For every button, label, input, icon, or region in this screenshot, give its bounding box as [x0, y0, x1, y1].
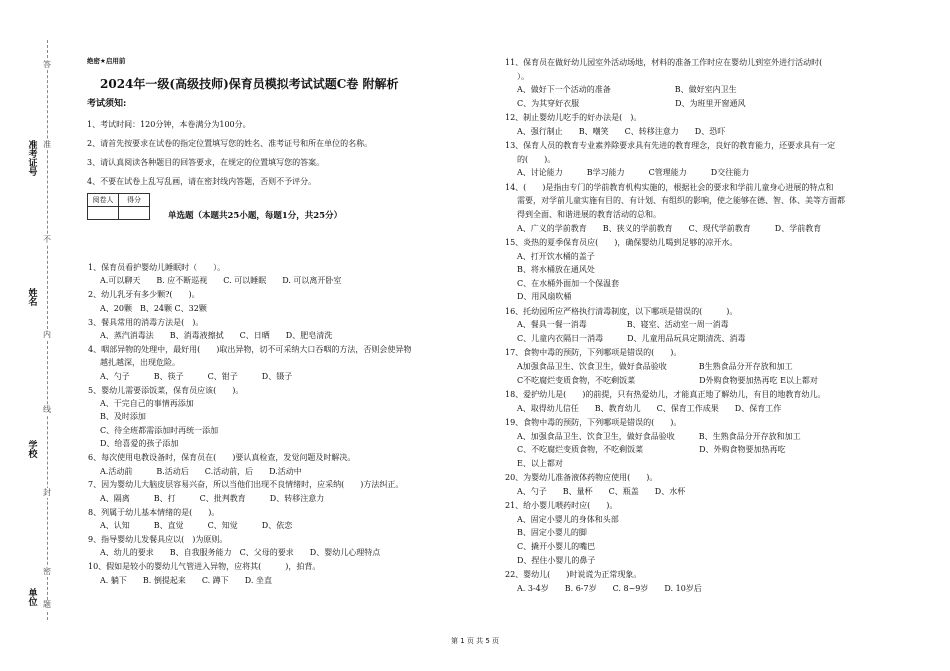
- notice-item: 2、请首先按要求在试卷的指定位置填写您的姓名、准考证号和所在单位的名称。: [87, 139, 373, 148]
- question-option: A、勺子 B、筷子 C、钳子 D、镊子: [100, 371, 293, 381]
- question-option: A. 躺下 B. 倒提起来 C. 蹲下 D. 坐直: [100, 575, 272, 585]
- question-option: D、捏住小婴儿的鼻子: [517, 555, 596, 565]
- seal-mark: 密: [40, 567, 54, 577]
- question-option: A、广义的学前教育 B、狭义的学前教育 C、现代学前教育 D、学前教育: [517, 223, 822, 233]
- question-stem: 20、为婴幼儿准备液体药物应使用( )。: [505, 473, 658, 483]
- question-option: A、认知 B、直觉 C、知觉 D、依恋: [100, 521, 293, 531]
- seal-mark: 内: [40, 330, 54, 340]
- question-option: A、幼儿的要求 B、自我服务能力 C、父母的要求 D、婴幼儿心理特点: [100, 548, 381, 558]
- seal-mark: 不: [40, 235, 54, 245]
- question-option: C不吃腐烂变质食物，不吃剩饭菜 D外购食物要加热再吃 E以上都对: [517, 375, 818, 385]
- question-option: C、撬开小婴儿的嘴巴: [517, 542, 596, 551]
- notice-item: 1、考试时间：120分钟，本卷满分为100分。: [87, 120, 251, 129]
- question-option: 需要，对学前儿童实施有目的、有计划、有组织的影响，使之能够在德、智、体、美等方面都: [517, 196, 845, 206]
- question-option: A、强行制止 B、嘲笑 C、转移注意力 D、恐吓: [517, 126, 726, 136]
- binding-field-label: 准考证号: [26, 140, 37, 176]
- question-stem: 10、假如是较小的婴幼儿气管进入异物，应将其( )，拍背。: [88, 562, 321, 572]
- seal-mark: 准: [40, 140, 54, 150]
- question-option: A.活动前 B.活动后 C.活动前，后 D.活动中: [100, 466, 302, 476]
- score-table: [87, 193, 150, 220]
- question-option: A、讨论能力 B学习能力 C管理能力 D交往能力: [517, 168, 750, 178]
- question-stem: 16、托幼园所应严格执行清毒制度，以下哪项是错误的( )。: [505, 306, 738, 316]
- question-option: A. 3-4岁 B. 6-7岁 C. 8~9岁 D. 10岁后: [517, 583, 702, 593]
- question-option: A.可以聊天 B. 应不断巡视 C. 可以睡眠 D. 可以离开卧室: [100, 276, 342, 286]
- question-option: A、20颗 B、24颗 C、32颗: [100, 303, 207, 313]
- page-footer: 第 1 页 共 5 页: [450, 637, 500, 645]
- question-stem: 8、列属于幼儿基本情绪的是( )。: [88, 507, 220, 517]
- question-option: C、不吃腐烂变质食物，不吃剩饭菜 D、外购食物要加热再吃: [517, 445, 786, 455]
- question-option: 得到全面、和谐进展的教育活动的总和。: [517, 210, 661, 219]
- question-stem: 5、婴幼儿需要添饭菜，保育员应该( )。: [88, 385, 244, 395]
- question-option: D、用风扇吹桶: [517, 292, 572, 302]
- binding-field-name: [22, 288, 40, 310]
- question-option: A、蒸汽消毒法 B、消毒液擦拭 C、日晒 D、肥皂清洗: [100, 331, 333, 340]
- question-stem: 1、保育员看护婴幼儿睡眠时（ ）。: [88, 263, 226, 272]
- question-option: E、以上都对: [517, 458, 563, 468]
- seal-mark: 题: [40, 600, 54, 610]
- secret-label: 绝密★启用前: [87, 57, 126, 65]
- question-stem: 13、保育人员的教育专业素养除要求具有先进的教育理念，良好的教育能力，还要求具有一定: [505, 141, 836, 151]
- notice-item: 3、请认真阅读各种题目的回答要求，在规定的位置填写您的答案。: [87, 158, 325, 167]
- question-option: A加强食品卫生、饮食卫生，做好食品验收 B生熟食品分开存放和加工: [517, 362, 793, 371]
- question-option: A、打开饮水桶的盖子: [517, 251, 595, 261]
- question-option: 的( )。: [517, 154, 556, 164]
- question-stem: 9、指导婴幼儿发餐具应以( )为原则。: [88, 535, 228, 544]
- question-option: A、餐具一餐一消毒 B、寝室、活动室一周一消毒: [517, 320, 729, 330]
- score-table-header: 得分: [119, 194, 150, 207]
- question-option: D、给喜爱的孩子添加: [100, 439, 179, 449]
- question-option: B、及时添加: [100, 412, 146, 422]
- question-option: A、做好下一个活动的准备 B、做好室内卫生: [517, 85, 737, 95]
- binding-field-label: 姓名: [26, 288, 37, 306]
- question-stem: 15、炎热的夏季保育员应( )，确保婴幼儿喝到足够的凉开水。: [505, 238, 738, 247]
- seal-mark: 封: [40, 488, 54, 498]
- score-table-cell[interactable]: [119, 207, 150, 220]
- question-stem: 22、婴幼儿( )时说谎为正常现象。: [505, 570, 642, 579]
- question-option: A、取得幼儿信任 B、教育幼儿 C、保育工作成果 D、保育工作: [517, 403, 782, 413]
- question-option: C、为其穿好衣服 D、为班里开窗通风: [517, 98, 746, 108]
- section-heading: 单选题（本题共25小题，每题1分，共25分）: [168, 211, 343, 221]
- question-option: B、固定小婴儿的脚: [517, 528, 587, 538]
- question-stem: 18、爱护幼儿是( )的前提，只有热爱幼儿，才能真正地了解幼儿，有目的地教育幼儿。: [505, 390, 826, 399]
- binding-field-school: [22, 440, 40, 462]
- question-option: A、隔离 B、打 C、批判教育 D、转移注意力: [100, 493, 325, 503]
- score-table-header: 阅卷人: [88, 194, 119, 207]
- question-stem: 3、餐具常用的消毒方法是( )。: [88, 317, 204, 327]
- question-option: C、待全班都需添加时再统一添加: [100, 425, 219, 435]
- seal-mark: 答: [40, 60, 54, 70]
- notice-item: 4、不要在试卷上乱写乱画，请在密封线内答题，否则不予评分。: [87, 177, 317, 186]
- binding-field-label: 学校: [26, 440, 37, 458]
- question-option: A、勺子 B、量杯 C、瓶盖 D、水杯: [517, 486, 686, 496]
- question-option: ）。: [517, 71, 529, 81]
- binding-field-label: 单位: [26, 588, 37, 606]
- seal-mark: 线: [40, 405, 54, 415]
- question-stem: 6、每次使用电教设备时，保育员在( )要认真检查，发觉问题及时解决。: [88, 453, 356, 463]
- question-stem: 11、保育员在做好幼儿园室外活动场地，材料的准备工作时应在婴幼儿到室外进行活动时(: [505, 58, 823, 67]
- question-option: C、在水桶外面加一个保温套: [517, 278, 620, 288]
- question-stem: 2、幼儿乳牙有多少颗?( )。: [88, 290, 200, 300]
- score-table-cell[interactable]: [88, 207, 119, 220]
- page-title: 2024年一级(高级技师)保育员模拟考试试题C卷 附解析: [100, 77, 399, 91]
- question-option: 越扎越深，出现危险。: [100, 358, 180, 368]
- question-stem: 12、制止婴幼儿吃手的好办法是( )。: [505, 113, 642, 123]
- question-stem: 17、食物中毒的预防，下列哪项是错误的( )。: [505, 348, 682, 358]
- question-option: B、将水桶放在通风处: [517, 265, 595, 275]
- question-option: A、加强食品卫生、饮食卫生，做好食品验收 B、生熟食品分开存放和加工: [517, 431, 801, 441]
- binding-field-unit: [22, 588, 40, 610]
- question-stem: 19、食物中毒的预防，下列哪项是错误的( )。: [505, 418, 682, 427]
- question-stem: 21、给小婴儿喂药时应( )。: [505, 501, 618, 511]
- question-option: A、干完自己的事情再添加: [100, 399, 194, 408]
- question-stem: 4、咽部异物的处理中，最好用( )取出异物，切不可采纳大口吞咽的方法，否则会使异物: [88, 344, 412, 354]
- question-option: A、固定小婴儿的身体和头部: [517, 514, 619, 524]
- question-stem: 7、因为婴幼儿大脑皮层容易兴奋，所以当他们出现不良情绪时，应采纳( )方法纠正。: [88, 480, 404, 490]
- binding-field-exam-id: [22, 140, 40, 180]
- question-stem: 14、( )是指由专门的学前教育机构实施的，根据社会的要求和学前儿童身心进展的特点和: [505, 182, 834, 192]
- question-option: C、儿童内衣隔日一消毒 D、儿童用品玩具定期清洗、消毒: [517, 334, 746, 343]
- notice-title: 考试须知:: [87, 99, 127, 109]
